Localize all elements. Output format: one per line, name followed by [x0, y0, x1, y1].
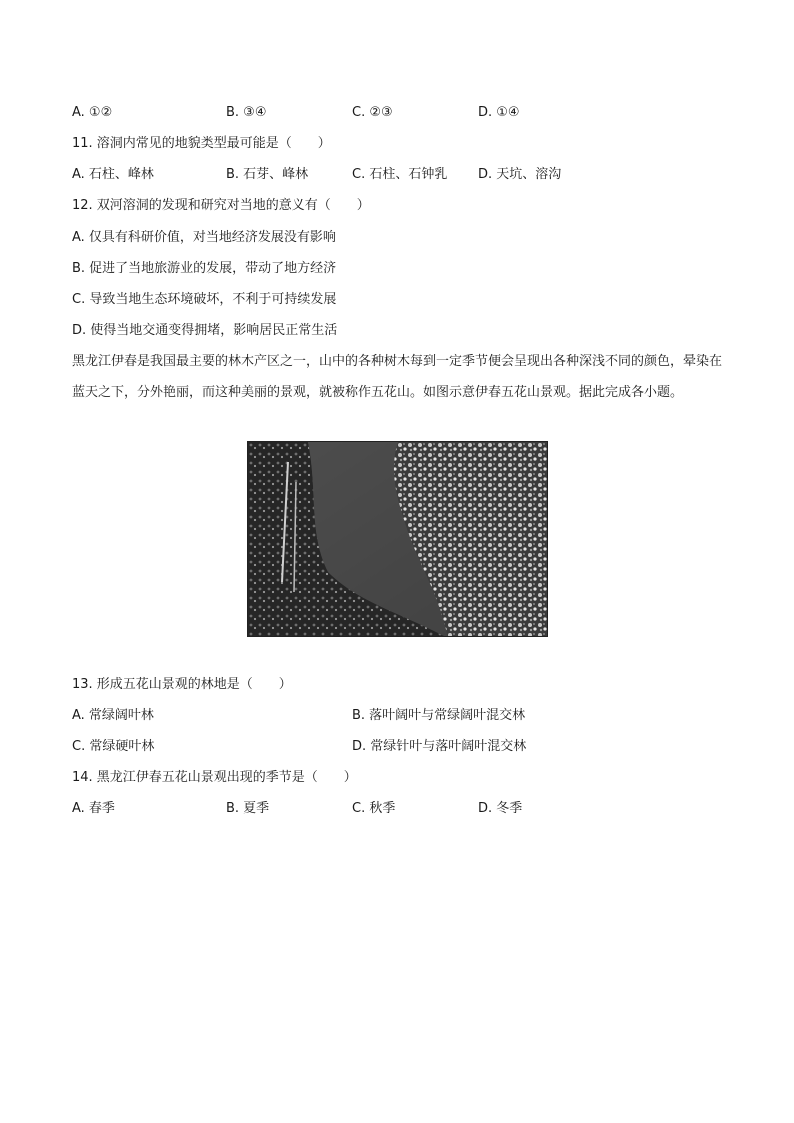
passage-text: 黑龙江伊春是我国最主要的林木产区之一，山中的各种树木每到一定季节便会呈现出各种深浅不同的颜色，晕染在蓝天之下，分外艳丽，而这种美丽的景观，就被称作五花山。如图示意伊春五花山景观。据此完成各小题。: [72, 354, 723, 400]
q13-option-d: D. 常绿针叶与落叶阔叶混交林: [352, 739, 527, 754]
q13-option-a: A. 常绿阔叶林: [72, 708, 154, 723]
q10-option-a: A. ①②: [72, 105, 113, 120]
q12-stem: 12. 双河溶洞的发现和研究对当地的意义有（ ）: [72, 198, 370, 213]
forest-image: [248, 442, 548, 637]
q10-option-d: D. ①④: [478, 105, 520, 120]
q14-option-a: A. 春季: [72, 801, 115, 816]
q13-stem: 13. 形成五花山景观的林地是（ ）: [72, 677, 292, 692]
q11-option-a: A. 石柱、峰林: [72, 167, 154, 182]
q11-stem: 11. 溶洞内常见的地貌类型最可能是（ ）: [72, 136, 331, 151]
q14-option-b: B. 夏季: [226, 801, 270, 816]
q12-option-c: C. 导致当地生态环境破坏，不利于可持续发展: [72, 292, 337, 307]
q10-option-c: C. ②③: [352, 105, 393, 120]
q12-option-d: D. 使得当地交通变得拥堵，影响居民正常生活: [72, 323, 338, 338]
q13-option-b: B. 落叶阔叶与常绿阔叶混交林: [352, 708, 526, 723]
q11-option-c: C. 石柱、石钟乳: [352, 167, 448, 182]
q13-option-c: C. 常绿硬叶林: [72, 739, 155, 754]
wuhuashan-photo: [247, 441, 548, 637]
q14-stem: 14. 黑龙江伊春五花山景观出现的季节是（ ）: [72, 770, 357, 785]
q12-option-b: B. 促进了当地旅游业的发展，带动了地方经济: [72, 261, 337, 276]
q14-option-d: D. 冬季: [478, 801, 523, 816]
q14-option-c: C. 秋季: [352, 801, 396, 816]
q11-option-b: B. 石芽、峰林: [226, 167, 309, 182]
q10-option-b: B. ③④: [226, 105, 267, 120]
q12-option-a: A. 仅具有科研价值，对当地经济发展没有影响: [72, 230, 336, 245]
q11-option-d: D. 天坑、溶沟: [478, 167, 562, 182]
